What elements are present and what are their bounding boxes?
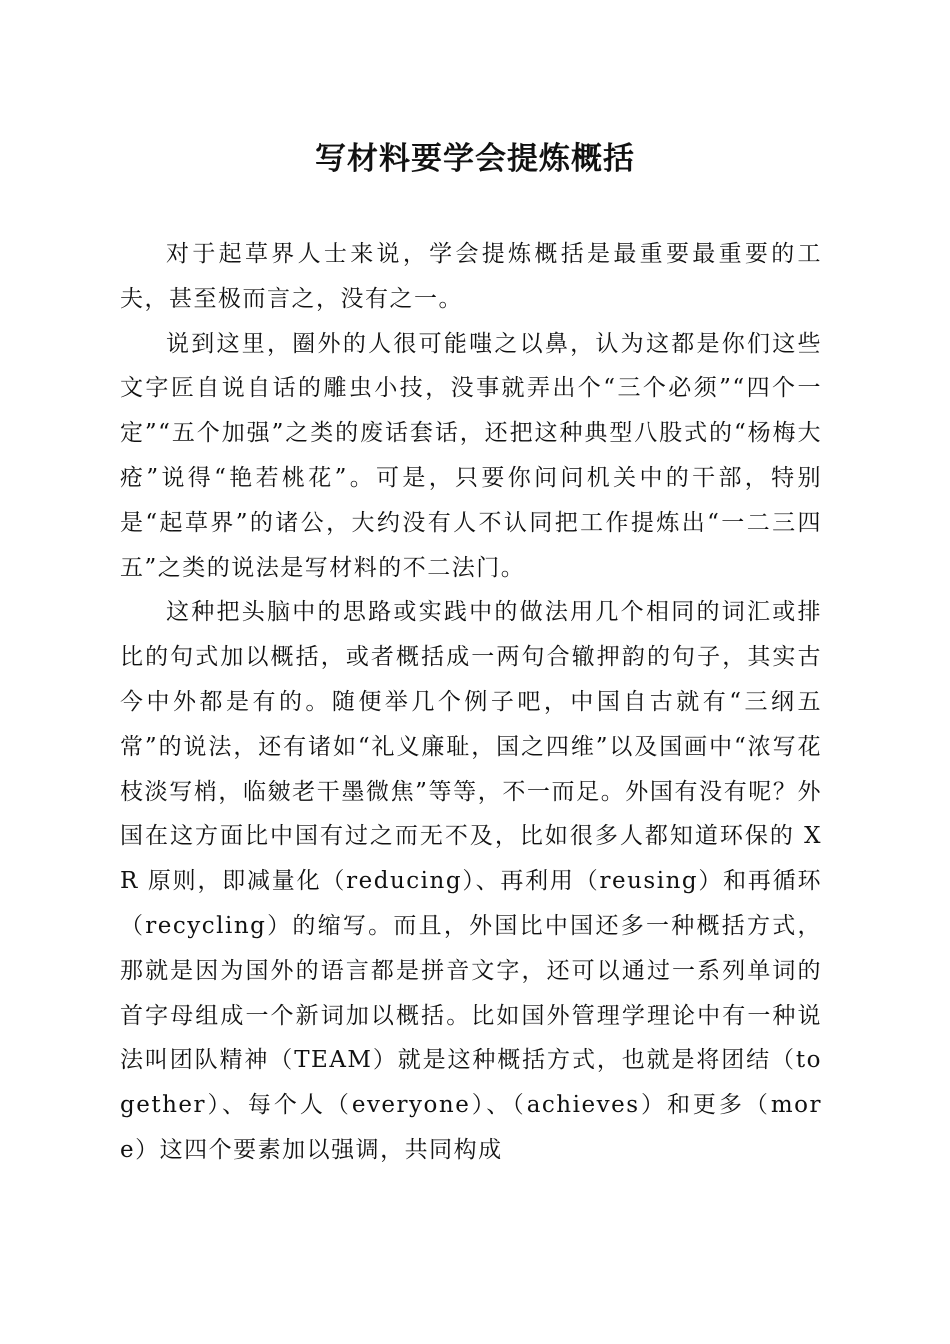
- document-title: 写材料要学会提炼概括: [315, 141, 635, 177]
- paragraph: 对于起草界人士来说，学会提炼概括是最重要最重要的工夫，甚至极而言之，没有之一。: [120, 241, 822, 312]
- paragraph: 这种把头脑中的思路或实践中的做法用几个相同的词汇或排比的句式加以概括，或者概括成一两句合辙押韵的句子，其实古今中外都是有的。随便举几个例子吧，中国自古就有“三纲五常”的说法，还有诸如“礼义廉耻，国之四维”以及国画中“浓写花枝淡写梢，临皴老干墨微焦”等等，不一而足。外国有没有呢？外国在这方面比中国有过之而无不及，比如很多人都知道环保的 XR 原则，即减量化（reducing）、再利用（reusing）和再循环（recycling）的缩写。而且，外国比中国还多一种概括方式，那就是因为国外的语言都是拼音文字，还可以通过一系列单词的首字母组成一个新词加以概括。比如国外管理学理论中有一种说法叫团队精神（TEAM）就是这种概括方式，也就是将团结（together）、每个人（everyone）、（achieves）和更多（more）这四个要素加以强调，共同构成: [120, 599, 822, 1163]
- document-body: [120, 232, 822, 1173]
- paragraph: 说到这里，圈外的人很可能嗤之以鼻，认为这都是你们这些文字匠自说自话的雕虫小技，没事就弄出个“三个必须”“四个一定”“五个加强”之类的废话套话，还把这种典型八股式的“杨梅大疮”说得“艳若桃花”。可是，只要你问问机关中的干部，特别是“起草界”的诸公，大约没有人不认同把工作提炼出“一二三四五”之类的说法是写材料的不二法门。: [120, 330, 822, 581]
